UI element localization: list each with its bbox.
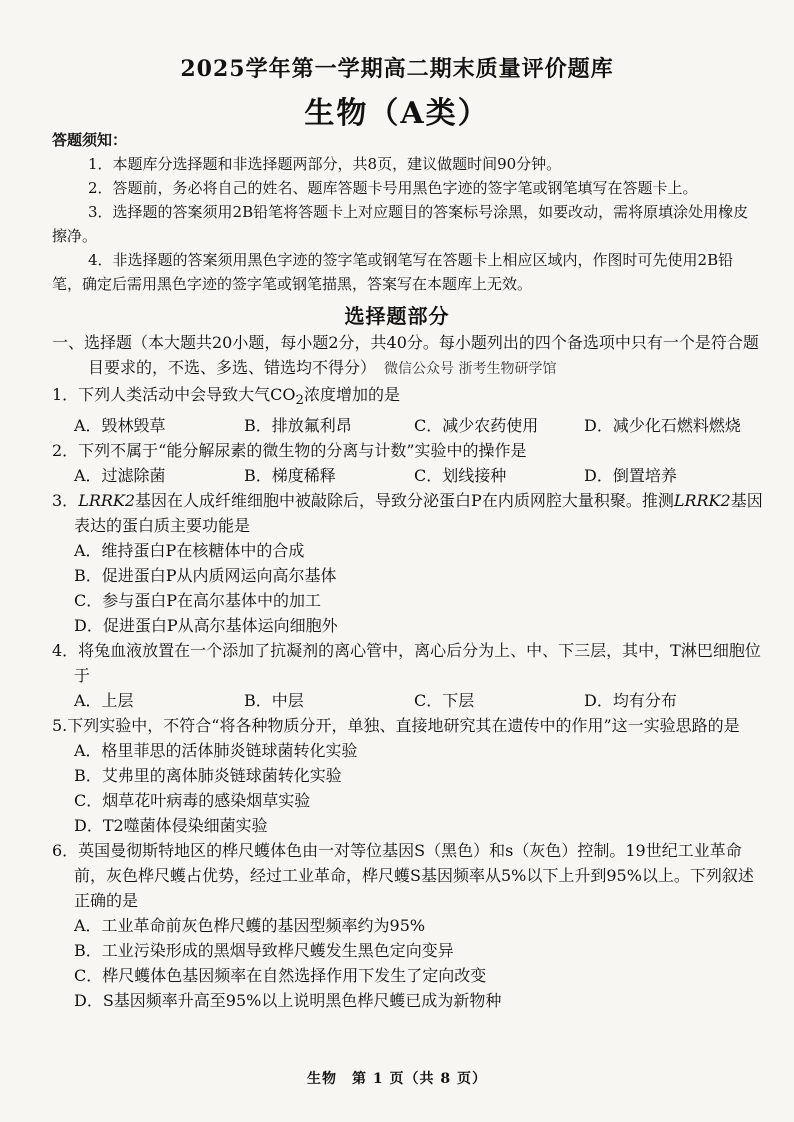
option: B．中层 bbox=[244, 691, 304, 711]
option: B．工业污染形成的黑烟导致桦尺蠖发生黑色定向变异 bbox=[74, 941, 454, 961]
option: C．桦尺蠖体色基因频率在自然选择作用下发生了定向改变 bbox=[74, 966, 487, 986]
section-title: 选择题部分 bbox=[344, 304, 450, 328]
option: D．促进蛋白P从高尔基体运向细胞外 bbox=[74, 616, 338, 636]
question-stem: 浓度增加的是 bbox=[304, 385, 401, 404]
option: C．烟草花叶病毒的感染烟草实验 bbox=[74, 791, 311, 811]
option: C．减少农药使用 bbox=[414, 416, 539, 436]
options-row bbox=[52, 688, 764, 713]
question-stem: 1．下列人类活动中会导致大气CO bbox=[52, 385, 296, 404]
option: A．过滤除菌 bbox=[74, 466, 166, 486]
option: A．维持蛋白P在核糖体中的合成 bbox=[74, 541, 305, 561]
option: A．毁林毁草 bbox=[74, 416, 166, 436]
instructions bbox=[52, 128, 752, 296]
option: A．上层 bbox=[74, 691, 134, 711]
part-intro-text: 一、选择题（本大题共20小题，每小题2分，共40分。每小题列出的四个备选项中只有一个是符合题目要求的，不选、多选、错选均不得分） bbox=[52, 333, 759, 377]
part-intro bbox=[52, 330, 764, 382]
option: B．艾弗里的离体肺炎链球菌转化实验 bbox=[74, 766, 342, 786]
question-number: 3． bbox=[52, 491, 79, 511]
options-row bbox=[52, 413, 764, 438]
instructions-heading: 答题须知： bbox=[52, 131, 128, 149]
option: A．格里菲思的活体肺炎链球菌转化实验 bbox=[74, 741, 358, 761]
instruction-item: 2．答题前，务必将自己的姓名、题库答题卡号用黑色字迹的签字笔或钢笔填写在答题卡上。 bbox=[88, 179, 698, 197]
question-5: 5.下列实验中，不符合“将各种物质分开，单独、直接地研究其在遗传中的作用”这一实验思路的是 bbox=[52, 716, 740, 736]
questions bbox=[52, 330, 764, 1013]
option: D．S基因频率升高至95%以上说明黑色桦尺蠖已成为新物种 bbox=[74, 991, 502, 1011]
question-6: 6．英国曼彻斯特地区的桦尺蠖体色由一对等位基因S（黑色）和s（灰色）控制。19世纪工业革命前，灰色桦尺蠖占优势，经过工业革命，桦尺蠖S基因频率从5%以下上升到95%以上。下列叙述正确的是 bbox=[52, 841, 754, 911]
option: D．均有分布 bbox=[584, 691, 677, 711]
instruction-item: 4．非选择题的答案须用黑色字迹的签字笔或钢笔写在答题卡上相应区域内，作图时可先使用2B铅笔，确定后需用黑色字迹的签字笔或钢笔描黑，答案写在本题库上无效。 bbox=[52, 251, 734, 293]
question-4: 4．将兔血液放置在一个添加了抗凝剂的离心管中，离心后分为上、中、下三层，其中，T淋巴细胞位于 bbox=[52, 641, 761, 686]
option: B．排放氟利昂 bbox=[244, 416, 352, 436]
page-footer: 生物 第 1 页（共 8 页） bbox=[307, 1071, 487, 1087]
subject-title: 生物（A类） bbox=[304, 96, 490, 131]
question-1 bbox=[52, 382, 764, 413]
question-3 bbox=[52, 488, 764, 538]
watermark-text: 微信公众号 浙考生物研学馆 bbox=[384, 361, 557, 377]
question-stem: 基因在人成纤维细胞中被敲除后，导致分泌蛋白P在内质网腔大量积聚。推测 bbox=[135, 491, 674, 511]
option: B．促进蛋白P从内质网运向高尔基体 bbox=[74, 566, 337, 586]
option: C．下层 bbox=[414, 691, 475, 711]
option: C．划线接种 bbox=[414, 466, 507, 486]
gene-name: LRRK2 bbox=[673, 491, 731, 511]
question-2: 2．下列不属于“能分解尿素的微生物的分离与计数”实验中的操作是 bbox=[52, 441, 527, 461]
subscript: 2 bbox=[295, 393, 305, 409]
gene-name: LRRK2 bbox=[78, 491, 136, 511]
option: B．梯度稀释 bbox=[244, 466, 336, 486]
option: A．工业革命前灰色桦尺蠖的基因型频率约为95% bbox=[74, 916, 426, 936]
instruction-item: 3．选择题的答案须用2B铅笔将答题卡上对应题目的答案标号涂黑，如要改动，需将原填涂处用橡皮擦净。 bbox=[52, 203, 749, 245]
options-row bbox=[52, 463, 764, 488]
option: D．T2噬菌体侵染细菌实验 bbox=[74, 816, 268, 836]
option: D．减少化石燃料燃烧 bbox=[584, 416, 741, 436]
option: C．参与蛋白P在高尔基体中的加工 bbox=[74, 591, 322, 611]
option: D．倒置培养 bbox=[584, 466, 677, 486]
exam-title: 2025学年第一学期高二期末质量评价题库 bbox=[180, 56, 614, 82]
instruction-item: 1．本题库分选择题和非选择题两部分，共8页，建议做题时间90分钟。 bbox=[88, 155, 562, 173]
question-stem: 基因表达的蛋白质主要功能是 bbox=[74, 491, 763, 536]
